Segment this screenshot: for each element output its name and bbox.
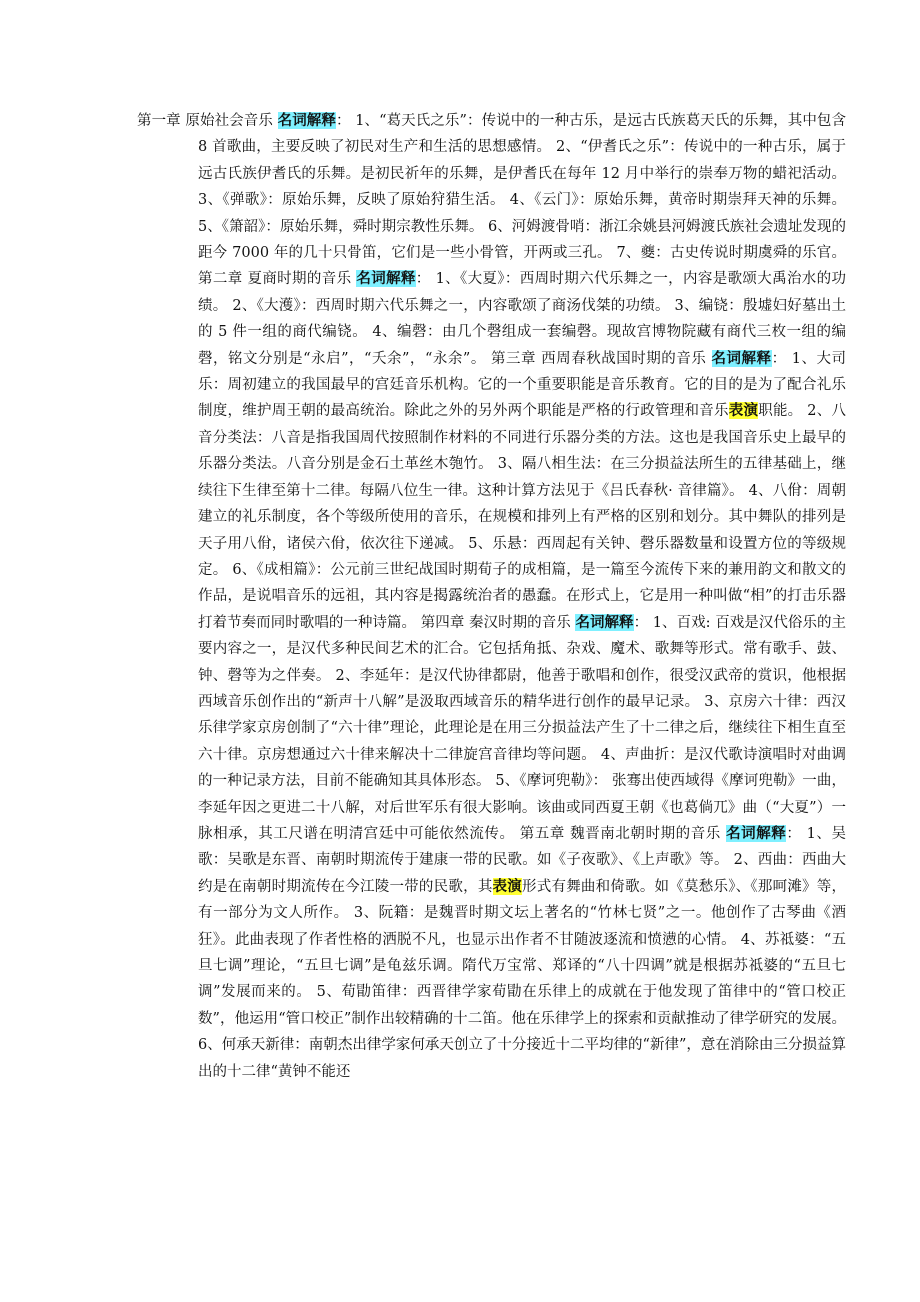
document-body-text	[137, 108, 846, 1085]
term-definition-highlight: 名词解释	[711, 349, 772, 367]
body-text-segment: 第一章 原始社会音乐	[137, 113, 278, 129]
term-definition-highlight: 名词解释	[356, 270, 416, 288]
body-text-segment: 形式有舞曲和倚歌。如《莫愁乐》、《那呵滩》等，有一部分为文人所作。 3、阮籍：是魏晋时期文坛上著名的“竹林七贤”之一。他创作了古琴曲《酒狂》。此曲表现了作者性格的洒脱不凡，也显示出作者不甘随波逐流和愤懑的心情。 4、苏祗婆：“五旦七调”理论，“五旦七调”是龟兹乐调。隋代万宝常、郑译的“八十四调”就是根据苏祗婆的“五旦七调”发展而来的。 5、荀勖笛律：西晋律学家荀勖在乐律上的成就在于他发现了笛律中的“管口校正数”，他运用“管口校正”制作出较精确的十二笛。他在乐律学上的探索和贡献推动了律学研究的发展。 6、何承天新律：南朝杰出律学家何承天创立了十分接近十二平均律的“新律”，意在消除由三分损益算出的十二律“黄钟不能还	[198, 878, 847, 1080]
term-definition-highlight: 名词解释	[726, 824, 787, 842]
performance-highlight: 表演	[492, 877, 523, 895]
performance-highlight: 表演	[728, 402, 759, 420]
term-definition-highlight: 名词解释	[277, 112, 336, 129]
body-text-segment: ： 1、“葛天氏之乐”：传说中的一种古乐，是远古氏族葛天氏的乐舞，其中包含 8 首歌曲，主要反映了初民对生产和生活的思想感情。 2、“伊耆氏之乐”：传说中的一种古乐，属于远古氏族伊耆氏的乐舞。是初民祈年的乐舞，是伊耆氏在每年 12 月中举行的崇奉万物的蜡祀活动。 3、《弹歌》：原始乐舞，反映了原始狩猎生活。 4、《云门》：原始乐舞，黄帝时期崇拜天神的乐舞。 5、《箫韶》：原始乐舞，舜时期宗教性乐舞。 6、河姆渡骨哨：浙江余姚县河姆渡氏族社会遗址发现的距今 7000 年的几十只骨笛，它们是一些小骨管，开两或三孔。 7、夔：古史传说时期虞舜的乐官。 第二章 夏商时期的音乐	[198, 113, 846, 288]
term-definition-highlight: 名词解释	[575, 613, 634, 631]
body-text-segment: ： 1、大司乐：周初建立的我国最早的宫廷音乐机构。它的一个重要职能是音乐教育。它的目的是为了配合礼乐制度，维护周王朝的最高统治。除此之外的另外两个职能是严格的行政管理和音乐	[198, 350, 847, 420]
body-text-segment: ： 1、百戏: 百戏是汉代俗乐的主要内容之一，是汉代多种民间艺术的汇合。它包括角抵、杂戏、魔术、歌舞等形式。常有歌手、鼓、钟、磬等为之伴奏。 2、李延年：是汉代协律都尉，他善于歌唱和创作，很受汉武帝的赏识，他根据西域音乐创作出的“新声十八解”是汲取西域音乐的精华进行创作的最早记录。 3、京房六十律：西汉乐律学家京房创制了“六十律”理论，此理论是在用三分损益法产生了十二律之后，继续往下相生直至六十律。京房想通过六十律来解决十二律旋宫音律均等问题。 4、声曲折：是汉代歌诗演唱时对曲调的一种记录方法，目前不能确知其具体形态。 5、《摩诃兜勒》： 张骞出使西域得《摩诃兜勒》一曲，李延年因之更进二十八解，对后世军乐有很大影响。该曲或同西夏王朝《也葛倘兀》曲（“大夏”）一脉相承，其工尺谱在明清宫廷中可能依然流传。 第五章 魏晋南北朝时期的音乐	[198, 614, 847, 842]
body-text-segment: ： 1、吴歌：吴歌是东晋、南朝时期流传于建康一带的民歌。如《子夜歌》、《上声歌》等。 2、西曲：西曲大约是在南朝时期流传在今江陵一带的民歌，其	[198, 825, 846, 895]
body-text-segment: ： 1、《大夏》：西周时期六代乐舞之一，内容是歌颂大禹治水的功绩。 2、《大濩》：西周时期六代乐舞之一，内容歌颂了商汤伐桀的功绩。 3、编铙：殷墟妇好墓出土的 5 件一组的商代编铙。 4、编磬：由几个磬组成一套编磬。现故宫博物院藏有商代三枚一组的编磬，铭文分别是“永启”，“夭余”，“永余”。 第三章 西周春秋战国时期的音乐	[198, 271, 846, 367]
body-text-segment: 职能。 2、八音分类法：八音是指我国周代按照制作材料的不同进行乐器分类的方法。这也是我国音乐史上最早的乐器分类法。八音分别是金石土革丝木匏竹。 3、隔八相生法：在三分损益法所生的五律基础上，继续往下生律至第十二律。每隔八位生一律。这种计算方法见于《吕氏春秋· 音律篇》。 4、八佾：周朝建立的礼乐制度，各个等级所使用的音乐，在规模和排列上有严格的区别和划分。其中舞队的排列是天子用八佾，诸侯六佾，依次往下递减。 5、乐悬：西周起有关钟、磬乐器数量和设置方位的等级规定。 6、《成相篇》：公元前三世纪战国时期荀子的成相篇，是一篇至今流传下来的兼用韵文和散文的作品，是说唱音乐的远祖，其内容是揭露统治者的愚蠢。在形式上，它是用一种叫做“相”的打击乐器打着节奏而同时歌唱的一种诗篇。 第四章 秦汉时期的音乐	[198, 403, 846, 631]
